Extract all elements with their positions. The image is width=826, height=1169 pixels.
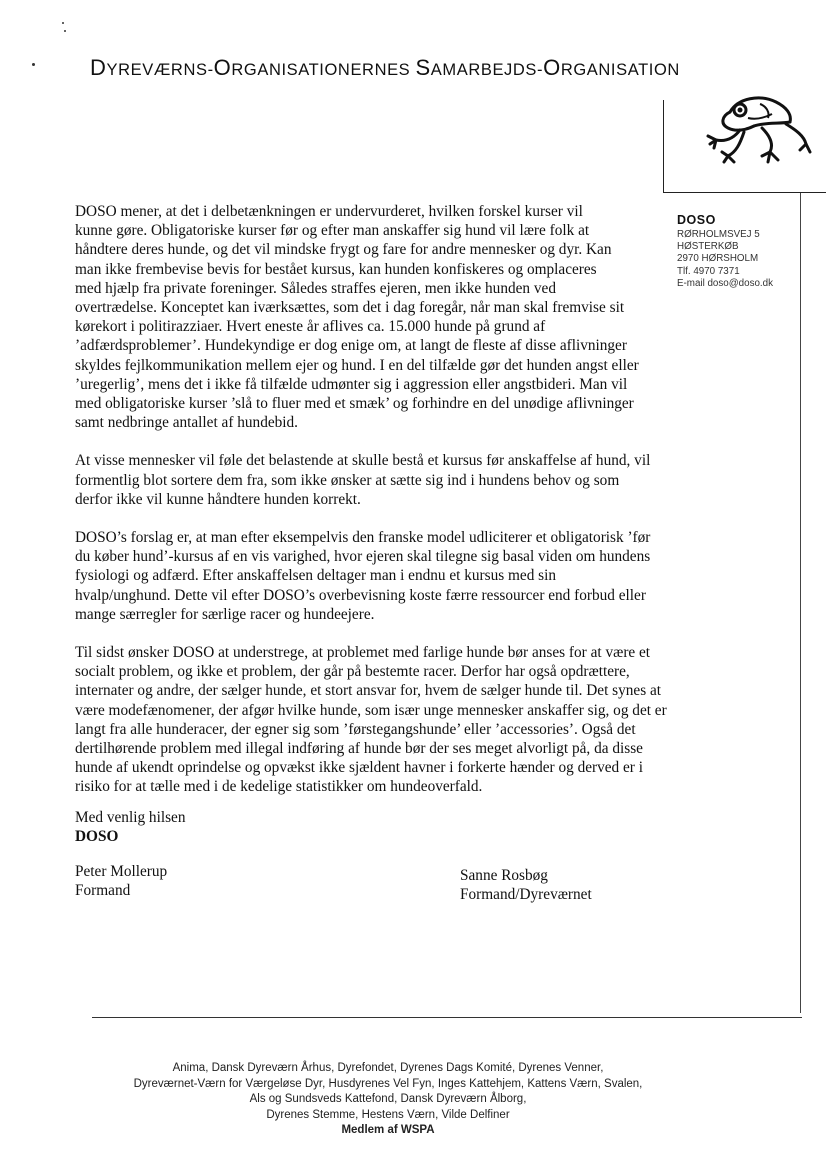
phone-line: Tlf. 4970 7371 bbox=[677, 265, 740, 277]
address-line: HØSTERKØB bbox=[677, 241, 739, 253]
text-line: du køber hund’-kursus af en vis varighed, hvor ejeren skal tilegne sig basal viden om hundens bbox=[75, 548, 651, 566]
text-line: langt fra alle hunderacer, der egner sig som ’førstegangshunde’ eller ’accessories’. Også det bbox=[75, 720, 636, 738]
wspa-membership: Medlem af WSPA bbox=[341, 1124, 435, 1137]
title-part: DYREVÆRNS- bbox=[90, 55, 214, 80]
paragraph bbox=[75, 202, 675, 432]
closing bbox=[75, 808, 185, 846]
text-line: ’uregerlig’, mens det i ikke få tilfælde udmønter sig i aggression eller angstbideri. Man vil bbox=[75, 375, 628, 393]
text-line: man ikke frembevise bevis for bestået kursus, kan hunden konfiskeres og omplaceres bbox=[75, 260, 597, 278]
signature-right bbox=[460, 866, 592, 904]
text-line: DOSO mener, at det i delbetænkningen er undervurderet, hvilken forskel kurser vil bbox=[75, 203, 583, 220]
signer-title: Formand/Dyreværnet bbox=[460, 886, 592, 904]
text-line: hunde af ukendt oprindelse og opvækst ikke sjældent havner i forkerte hænder og derved er i bbox=[75, 759, 643, 777]
footer-line: Dyrenes Stemme, Hestens Værn, Vilde Delfiner bbox=[266, 1108, 510, 1121]
title-part: ORGANISATIONERNES bbox=[213, 55, 416, 80]
address-line: RØRHOLMSVEJ 5 bbox=[677, 229, 760, 240]
signer-name: Peter Mollerup bbox=[75, 863, 168, 880]
text-line: ’adfærdsproblemer’. Hundekyndige er dog enige om, at langt de fleste af disse aflivninger bbox=[75, 337, 627, 355]
letterhead-divider bbox=[663, 100, 664, 192]
text-line: være modefænomener, der afgør hvilke hunde, som især unge mennesker anskaffer sig, og det er bbox=[75, 701, 667, 719]
text-line: socialt problem, og ikke et problem, der går på bestemte racer. Derfor har også opdrættere, bbox=[75, 663, 630, 681]
letter-body bbox=[75, 202, 675, 816]
closing-greeting: Med venlig hilsen bbox=[75, 809, 186, 826]
text-line: internater og andre, der sælger hunde, et stort ansvar for, hvem de sælger hunde til. Det synes at bbox=[75, 682, 662, 700]
text-line: skyldes fejlkommunikation mellem ejer og hund. I en del tilfælde gør det hunden angst eller bbox=[75, 356, 639, 374]
footer-line: Anima, Dansk Dyreværn Århus, Dyrefondet, Dyrenes Dags Komité, Dyrenes Venner, bbox=[172, 1062, 604, 1074]
email-line: E-mail doso@doso.dk bbox=[677, 277, 773, 289]
title-part: ORGANISATION bbox=[543, 55, 680, 80]
text-line: mange særregler for særlige racer og hundeejere. bbox=[75, 605, 375, 623]
paragraph bbox=[75, 643, 675, 797]
text-line: med obligatoriske kurser ’slå to fluer med et smæk’ og forhindre en del unødige aflivninger bbox=[75, 395, 634, 413]
sender-org-name: DOSO bbox=[677, 213, 716, 227]
signature-left bbox=[75, 862, 167, 900]
paragraph bbox=[75, 451, 675, 509]
signer-name: Sanne Rosbøg bbox=[460, 867, 548, 884]
text-line: derfor ikke vil kunne håndtere hunden korrekt. bbox=[75, 490, 361, 508]
text-line: kunne gøre. Obligatoriske kurser før og efter man anskaffer sig hund vil lære folk at bbox=[75, 222, 590, 240]
text-line: fysiologi og adfærd. Efter anskaffelsen deltager man i endnu et kursus med sin bbox=[75, 567, 557, 585]
text-line: dertilhørende problem med illegal indføring af hunde bør der ses meget alvorligt på, da disse bbox=[75, 740, 643, 758]
text-line: risiko for at tælle med i de kedelige statistikker om hundeoverfald. bbox=[75, 778, 483, 796]
title-part: SAMARBEJDS- bbox=[415, 55, 544, 80]
footer-line: Dyreværnet-Værn for Værgeløse Dyr, Husdyrenes Vel Fyn, Inges Kattehjem, Kattens Værn, Svalen, bbox=[133, 1077, 643, 1090]
text-line: formentlig blot sortere dem fra, som ikke ønsker at sætte sig ind i hundens behov og som bbox=[75, 471, 620, 489]
letterhead-title bbox=[90, 55, 680, 81]
member-organisations-footer bbox=[0, 1061, 776, 1139]
text-line: Til sidst ønsker DOSO at understrege, at problemet med farlige hunde bør anses for at være et bbox=[75, 644, 651, 662]
text-line: samt nedbringe antallet af hundebid. bbox=[75, 414, 299, 432]
text-line: At visse mennesker vil føle det belastende at skulle bestå et kursus før anskaffelse af hund, vil bbox=[75, 452, 651, 470]
scan-speck bbox=[32, 63, 35, 66]
margin-line bbox=[800, 193, 801, 1013]
footer-line: Als og Sundsveds Kattefond, Dansk Dyreværn Ålborg, bbox=[249, 1093, 527, 1106]
scan-speck bbox=[62, 22, 64, 24]
text-line: DOSO’s forslag er, at man efter eksempelvis den franske model udliciterer et obligatorisk ’før bbox=[75, 529, 651, 547]
signer-title: Formand bbox=[75, 882, 131, 900]
text-line: kørekort i politirazziaer. Hvert eneste år aflives ca. 15.000 hunde på grund af bbox=[75, 318, 546, 336]
text-line: håndtere deres hunde, og det vil mindske frygt og fare for andre mennesker og dyr. Kan bbox=[75, 241, 612, 259]
address-line: 2970 HØRSHOLM bbox=[677, 253, 759, 265]
text-line: med hjælp fra private foreninger. Således straffes ejeren, men ikke hunden ved bbox=[75, 279, 556, 297]
footer-divider bbox=[92, 1017, 802, 1018]
frog-logo-icon bbox=[700, 90, 812, 168]
letterhead-divider bbox=[663, 192, 826, 193]
scan-speck bbox=[64, 30, 66, 32]
closing-org: DOSO bbox=[75, 828, 119, 846]
paragraph bbox=[75, 528, 675, 624]
sender-address bbox=[677, 212, 817, 290]
text-line: hvalp/unghund. Dette vil efter DOSO’s overbevisning koste færre ressourcer end forbud eller bbox=[75, 586, 646, 604]
text-line: overtrædelse. Konceptet kan iværksættes, som det i dag foregår, når man skal fremvise sit bbox=[75, 299, 625, 317]
